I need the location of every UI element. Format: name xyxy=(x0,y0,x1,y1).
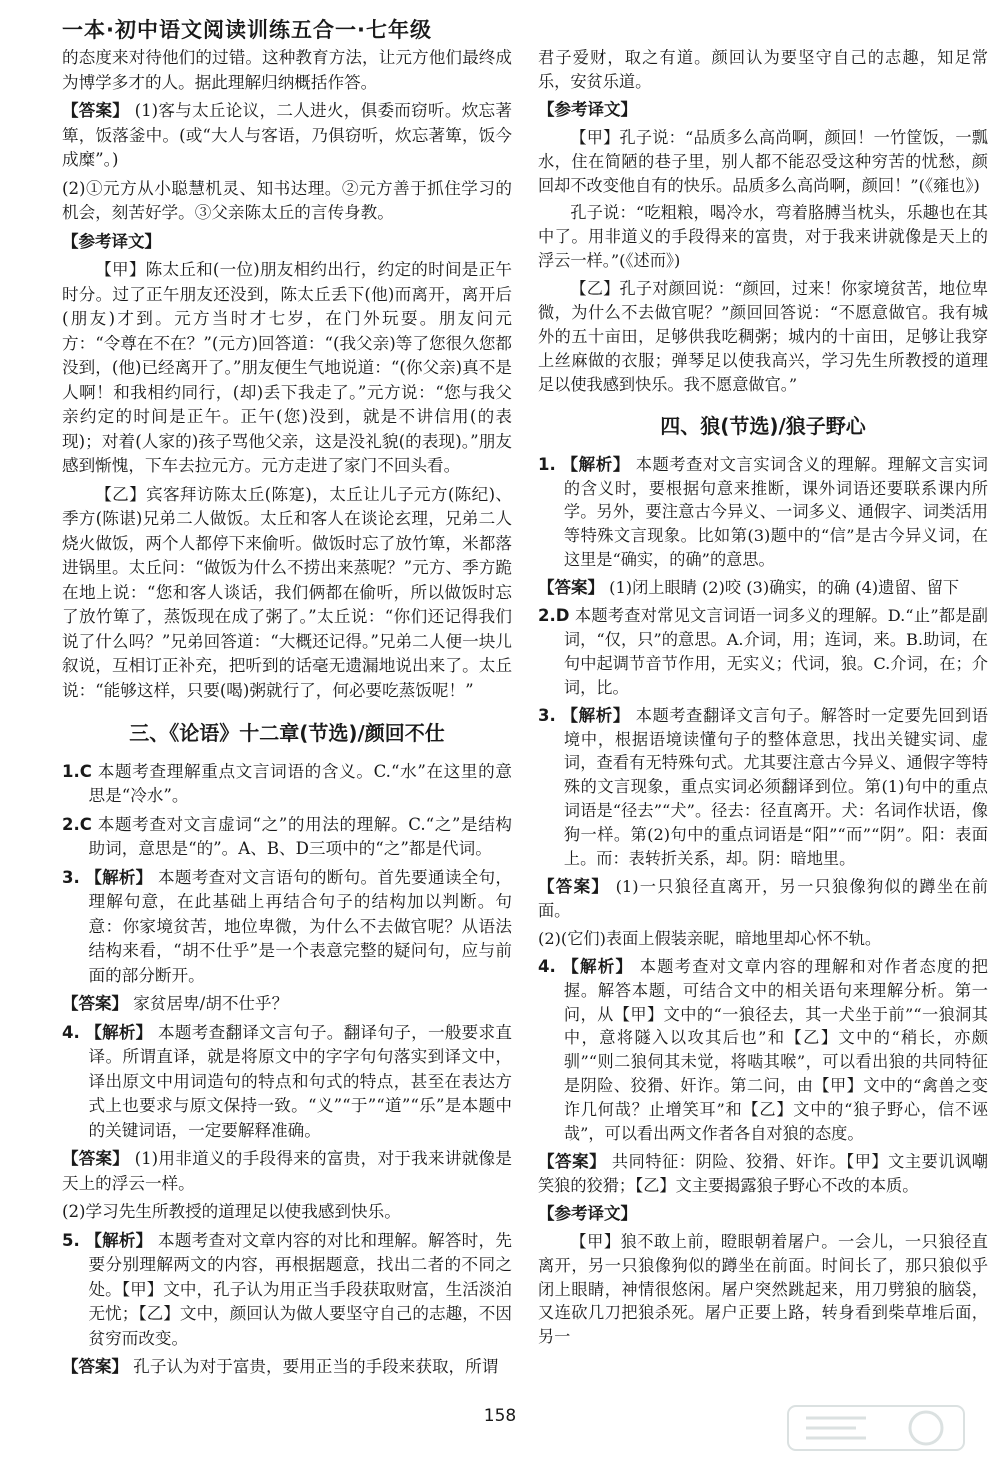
body-text: 【乙】宾客拜访陈太丘(陈寔)，太丘让儿子元方(陈纪)、季方(陈谌)兄弟二人做饭。太丘和客人在谈论玄理，兄弟二人烧火做饭，两个人都停下来偷听。做饭时忘了放竹箄，米都落进锅里。太丘问：“做饭为什么不捞出来蒸呢？”元方、季方跪在地上说：“您和客人谈话，我们俩都在偷听，所以做饭时忘了放竹箄了，蒸饭现在成了粥了。”太丘说：“你们还记得我们说了什么吗？”兄弟回答道：“大概还记得。”兄弟二人便一块儿叙说，互相订正补充，把听到的话毫无遗漏地说出来了。太丘说：“能够这样，只要(喝)粥就行了，何必要吃蒸饭呢！” xyxy=(62,484,512,700)
bracket-tag: 【参考译文】 xyxy=(62,231,161,251)
body-text: (1)一只狼径直离开，另一只狼像狗似的蹲坐在前面。 xyxy=(538,877,988,920)
bracket-tag: 【答案】 xyxy=(538,578,604,598)
question-number: 3. xyxy=(538,705,556,725)
bracket-tag: 【答案】 xyxy=(62,101,130,120)
body-text: 本题考查对文言实词含义的理解。理解文言实词的含义时，要根据句意来推断，课外词语还要联系课内所学。另外，要注意古今异义、一词多义、通假字、词类活用等特殊文言现象。比如第(3)题中的“信”是古今异义词，在这里是“确实，的确”的意思。 xyxy=(563,454,988,570)
reference-translation-label xyxy=(538,98,988,122)
reference-translation-label xyxy=(62,230,512,255)
translation-paragraph xyxy=(538,1230,988,1350)
question-number: 3. xyxy=(62,867,80,887)
answer-paragraph xyxy=(62,99,512,173)
body-text: 【甲】孔子说：“品质多么高尚啊，颜回！一竹筐饭，一瓢水，住在简陋的巷子里，别人都不能忍受这种穷苦的忧愁，颜回却不改变他自有的快乐。品质多么高尚啊，颜回！”(《雍也》) xyxy=(538,127,988,195)
question-item xyxy=(538,704,988,871)
answer-paragraph xyxy=(62,992,512,1017)
bracket-tag: 【参考译文】 xyxy=(538,99,637,119)
body-text: 孔子说：“吃粗粮，喝冷水，弯着胳膊当枕头，乐趣也在其中了。用非道义的手段得来的富贵，对于我来讲就像是天上的浮云一样。”(《述而》) xyxy=(538,203,988,271)
question-item xyxy=(62,760,512,809)
translation-paragraph xyxy=(538,201,988,273)
question-number: 4. xyxy=(62,1022,80,1042)
bracket-tag: 【参考译文】 xyxy=(538,1203,637,1223)
body-text: 共同特征：阴险、狡猾、奸诈。【甲】文主要讥讽嘲笑狼的狡猾；【乙】文主要揭露狼子野心不改的本质。 xyxy=(538,1151,988,1195)
bracket-tag: 【解析】 xyxy=(562,956,634,976)
running-header: 一本·初中语文阅读训练五合一·七年级 xyxy=(62,18,432,42)
section-title: 四、狼(节选)/狼子野心 xyxy=(660,413,866,438)
section-title: 三、《论语》十二章(节选)/颜回不仕 xyxy=(129,721,445,745)
text-paragraph xyxy=(62,46,512,95)
translation-paragraph xyxy=(62,483,512,704)
text-paragraph xyxy=(62,177,512,226)
question-number: 2.C xyxy=(62,814,92,834)
answer-paragraph xyxy=(538,576,988,600)
body-text: 本题考查对文言虚词“之”的用法的理解。C.“之”是结构助词，意思是“的”。A、B、D三项中的“之”都是代词。 xyxy=(88,814,513,858)
body-text: (2)学习先生所教授的道理足以使我感到快乐。 xyxy=(62,1202,401,1221)
body-text: 的态度来对待他们的过错。这种教育方法，让元方他们最终成为博学多才的人。据此理解归纳概括作答。 xyxy=(62,48,512,92)
question-number: 1.C xyxy=(62,761,92,781)
body-text: 本题考查理解重点文言词语的含义。C.“水”在这里的意思是“冷水”。 xyxy=(88,761,512,805)
bracket-tag: 【答案】 xyxy=(538,877,610,896)
text-paragraph xyxy=(62,1200,512,1225)
body-text: 家贫居卑/胡不仕乎？ xyxy=(133,994,289,1013)
bracket-tag: 【解析】 xyxy=(85,867,153,887)
question-item xyxy=(62,813,512,862)
bracket-tag: 【答案】 xyxy=(62,1149,130,1168)
question-item xyxy=(62,866,512,989)
body-text: (1)客与太丘论议，二人进火，俱委而窃听。炊忘著箄，饭落釜中。(或“大人与客语，乃俱窃听，炊忘著箄，饭今成糜”。) xyxy=(62,101,513,169)
question-number: 1. xyxy=(538,454,556,474)
question-item xyxy=(538,604,988,700)
bracket-tag: 【解析】 xyxy=(561,454,630,474)
translation-paragraph xyxy=(62,258,512,479)
body-text: (2)(它们)表面上假装亲昵，暗地里却心怀不轨。 xyxy=(538,928,882,948)
bracket-tag: 【解析】 xyxy=(85,1230,153,1250)
watermark-logo xyxy=(786,1400,966,1456)
bracket-tag: 【答案】 xyxy=(62,994,128,1013)
answer-paragraph xyxy=(62,1355,512,1380)
body-text: (1)闭上眼睛 (2)咬 (3)确实，的确 (4)遗留、留下 xyxy=(609,578,960,598)
question-number: 5. xyxy=(62,1230,80,1250)
bracket-tag: 【答案】 xyxy=(62,1357,128,1376)
body-text: 本题考查对文章内容的对比和理解。解答时，先要分别理解两文的内容，再根据题意，找出二者的不同之处。【甲】文中，孔子认为用正当手段获取财富，生活淡泊无忧；【乙】文中，颜回认为做人要坚守自己的志趣，不因贫穷而改变。 xyxy=(88,1230,513,1348)
page-number: 158 xyxy=(483,1406,517,1426)
text-paragraph xyxy=(538,46,988,94)
right-column xyxy=(538,46,988,1353)
body-text: 【甲】狼不敢上前，瞪眼朝着屠户。一会儿，一只狼径直离开，另一只狼像狗似的蹲坐在前面。时间长了，那只狼似乎闭上眼睛，神情很悠闲。屠户突然跳起来，用刀劈狼的脑袋，又连砍几刀把狼杀死。屠户正要上路，转身看到柴草堆后面，另一 xyxy=(538,1231,988,1347)
body-text: 【甲】陈太丘和(一位)朋友相约出行，约定的时间是正午时分。过了正午朋友还没到，陈太丘丢下(他)而离开，离开后(朋友)才到。元方当时才七岁，在门外玩耍。朋友问元方：“令尊在不在？”(元方)回答道：“(我父亲)等了您很久您都没到，(他)已经离开了。”朋友便生气地说道：“(你父亲)真不是人啊！和我相约同行，(却)丢下我走了。”元方说：“您与我父亲约定的时间是正午。正午(您)没到，就是不讲信用(的表现)；对着(人家的)孩子骂他父亲，这是没礼貌(的表现)。”朋友感到惭愧，下车去拉元方。元方走进了家门不回头看。 xyxy=(62,260,512,475)
question-number: 2.D xyxy=(538,606,570,626)
body-text: 本题考查对文章内容的理解和对作者态度的把握。解答本题，可结合文中的相关语句来理解分析。第一问，从【甲】文中的“一狼径去，其一犬坐于前”“一狼洞其中，意将隧入以攻其后也”和【乙】文中的“稍长，亦颇驯”“则二狼伺其未觉，将啮其喉”，可以看出狼的共同特征是阴险、狡猾、奸诈。第二问，由【甲】文中的“禽兽之变诈几何哉？止增笑耳”和【乙】文中的“狼子野心，信不诬哉”，可以看出两文作者各自对狼的态度。 xyxy=(563,956,988,1144)
body-text: 本题考查翻译文言句子。翻译句子，一般要求直译。所谓直译，就是将原文中的字字句句落实到译文中，译出原文中用词造句的特点和句式的特点，甚至在表达方式上也要求与原文保持一致。“义”“于”“道”“乐”是本题中的关键词语，一定要解释准确。 xyxy=(88,1022,513,1140)
translation-paragraph xyxy=(538,277,988,397)
question-item xyxy=(538,453,988,573)
answer-paragraph xyxy=(62,1147,512,1196)
left-column xyxy=(62,46,512,1384)
answer-paragraph xyxy=(538,1150,988,1198)
body-text: 【乙】孔子对颜回说：“颜回，过来！你家境贫苦，地位卑微，为什么不去做官呢？”颜回回答说：“不愿意做官。我有城外的五十亩田，足够供我吃稠粥；城内的十亩田，足够让我穿上丝麻做的衣服；弹琴足以使我高兴，学习先生所教授的道理足以使我感到快乐。我不愿意做官。” xyxy=(538,279,988,394)
reference-translation-label xyxy=(538,1202,988,1226)
bracket-tag: 【答案】 xyxy=(538,1151,607,1171)
question-item xyxy=(538,955,988,1146)
body-text: (2)①元方从小聪慧机灵、知书达理。②元方善于抓住学习的机会，刻苦好学。③父亲陈太丘的言传身教。 xyxy=(62,178,512,222)
question-number: 4. xyxy=(538,956,556,976)
bracket-tag: 【解析】 xyxy=(561,705,630,725)
question-item xyxy=(62,1021,512,1144)
body-text: 本题考查翻译文言句子。解答时一定要先回到语境中，根据语境读懂句子的整体意思，找出关键实词、虚词，查看有无特殊句式。尤其要注意古今异义、通假字等特殊的文言现象，重点实词必须翻译到位。第(1)句中的重点词语是“径去”“犬”。径去：径直离开。犬：名词作状语，像狗一样。第(2)句中的重点词语是“阳”“而”“阴”。阳：表面上。而：表转折关系，却。阴：暗地里。 xyxy=(563,705,988,869)
body-text: 本题考查对文言语句的断句。首先要通读全句，理解句意，在此基础上再结合句子的结构加以判断。句意：你家境贫苦，地位卑微，为什么不去做官呢？从语法结构来看，“胡不仕乎”是一个表意完整的疑问句，应与前面的部分断开。 xyxy=(88,867,513,985)
body-text: 本题考查对常见文言词语一词多义的理解。D.“止”都是副词，“仅，只”的意思。A.介词，用；连词，来。B.助词，在句中起调节音节作用，无实义；代词，狼。C.介词，在；介词，比。 xyxy=(563,606,988,697)
translation-paragraph xyxy=(538,126,988,198)
body-text: 君子爱财，取之有道。颜回认为要坚守自己的志趣，知足常乐，安贫乐道。 xyxy=(538,48,988,91)
question-item xyxy=(62,1229,512,1352)
body-text: 孔子认为对于富贵，要用正当的手段来获取，所谓 xyxy=(133,1357,499,1376)
text-paragraph xyxy=(538,927,988,951)
bracket-tag: 【解析】 xyxy=(85,1022,153,1042)
answer-paragraph xyxy=(538,875,988,923)
body-text: (1)用非道义的手段得来的富贵，对于我来讲就像是天上的浮云一样。 xyxy=(62,1149,513,1193)
